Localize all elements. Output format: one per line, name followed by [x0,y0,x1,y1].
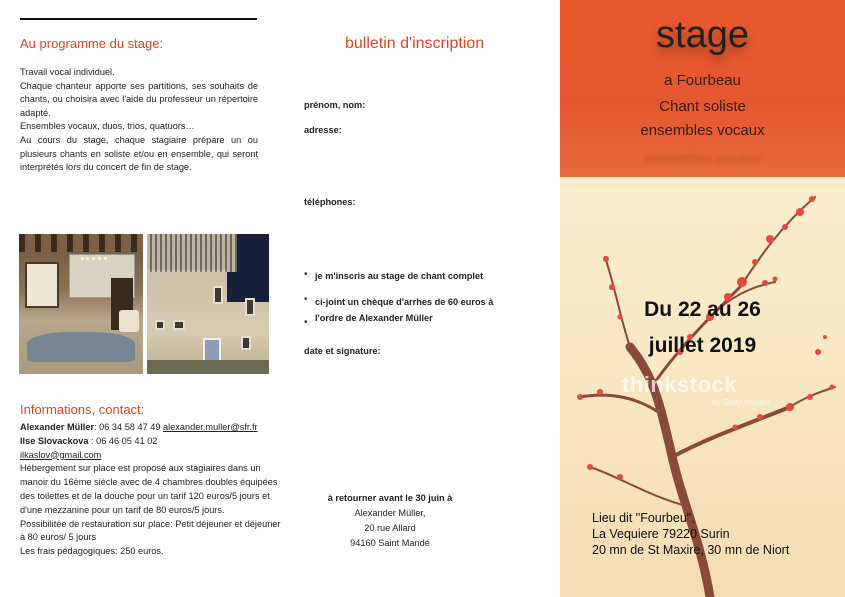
dates-line1: Du 22 au 26 [644,298,761,321]
ground [147,360,269,374]
bulletin-title: bulletin d'inscription [345,35,485,52]
bullet-icon: • [304,269,308,280]
window [173,320,185,330]
contact-name: Alexander Müller [20,422,95,432]
program-line: Travail vocal individuel. [20,67,115,77]
program-column [0,0,280,597]
rug [27,332,135,362]
phone-label: téléphones: [304,197,356,207]
program-line: Chaque chanteur apporte ses partitions, ses souhaits de chants, ou choisira avec l'aide du professeur un répertoire adapté. [20,80,258,118]
email-link[interactable]: ilkaslov@gmail.com [20,449,102,460]
venue-address [592,510,789,558]
info-title: Informations, contact: [20,402,145,417]
bullet-icon: • [304,317,308,328]
cover-column [560,0,845,597]
contact-line [20,449,282,463]
chandelier [81,248,107,260]
program-body [20,66,258,175]
window [245,298,255,316]
venue-line: Lieu dit "Fourbeu", [592,511,695,525]
window [155,320,165,330]
solo-line: Chant soliste [659,98,746,115]
ensembles-line: ensembles vocaux [640,122,765,139]
return-address [300,491,480,551]
deposit-item-line1: ci-joint un chèque d'arrhes de 60 euros à [315,297,494,307]
cover-header [560,0,845,177]
contact-phone: : 06 34 58 47 49 [94,422,164,432]
contact-phone: : 06 46 05 41 02 [88,435,158,446]
armchair [119,310,139,332]
return-title [300,491,480,506]
register-item: je m'inscris au stage de chant complet [315,271,484,281]
info-body [20,421,282,559]
stage-title: stage [656,14,749,56]
dates-line2: juillet 2019 [648,334,757,357]
ensembles-line-reflection: ensembles vocaux [644,150,761,166]
return-street: 20 rue Allard [364,523,416,533]
top-divider [20,18,257,20]
venue-line: La Vequiere 79220 Surin [592,527,730,541]
contact-line [20,421,282,435]
fees-text: Les frais pédagogiques: 250 euros. [20,546,164,557]
food-text: Possibilitée de restauration sur place: Petit déjeuner et déjeuner à 80 euros/ 5 jours [20,518,281,543]
watermark-subtitle: by Getty Images [712,398,771,407]
window [25,262,59,308]
return-name: Alexander Müller, [354,508,426,518]
window [241,336,251,350]
bullet-icon: • [304,294,308,305]
email-link[interactable]: alexander.muller@sfr.fr [163,422,258,432]
return-city: 94160 Saint Mandé [350,538,430,548]
program-title: Au programme du stage: [20,36,164,51]
lodging-text: Hébergement sur place est proposé aux stagiaires dans un manoir du 16ème siècle avec de 4 chambres doubles équipées des toilettes et de la douche pour un tarif 120 euros/5 jours et d'une mezzanine pour un tarif de 80 euros/5 jours. [20,463,278,515]
location-line: a Fourbeau [664,72,741,89]
program-line: Ensembles vocaux, duos, trios, quatuors… [20,121,195,132]
name-label: prénom, nom: [304,100,366,110]
return-title-text: à retourner avant le 30 juin à [327,493,453,503]
watermark: thinkstock [622,372,738,397]
program-line: Au cours du stage, chaque stagiaire prépare un ou plusieurs chants en soliste et/ou en ensemble, qui seront interprétés lors du concert de fin de stage. [20,134,258,173]
venue-line: 20 mn de St Maxire, 30 mn de Niort [592,543,790,557]
interior-photo [19,234,143,374]
contact-name: Ilse Slovackova [20,435,89,446]
window [213,286,223,304]
address-label: adresse: [304,125,342,135]
deposit-item-line2: l'ordre de Alexander Müller [315,313,433,323]
date-signature-label: date et signature: [304,346,381,356]
contact-line [20,435,282,449]
roof [147,234,237,272]
manor-photo [147,234,269,374]
